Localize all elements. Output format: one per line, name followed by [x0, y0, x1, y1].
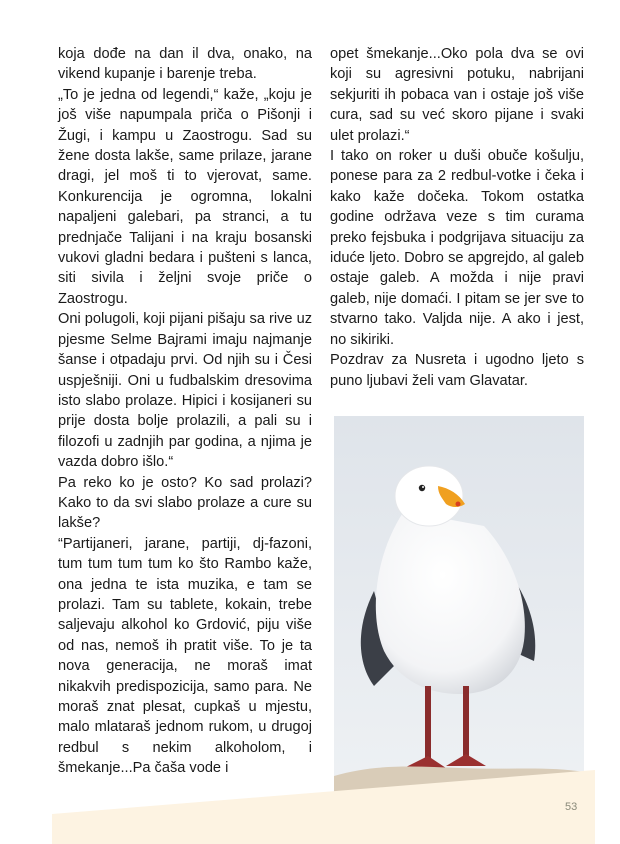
footer-band	[0, 760, 620, 844]
paragraph: Pozdrav za Nusreta i ugodno ljeto s puno ljubavi želi vam Glavatar.	[330, 352, 584, 389]
paragraph: Oni polugoli, koji pijani pišaju sa rive uz pjesme Selme Bajrami imaju najmanje šanse i otpadaju prvi. Od njih su i Česi uspješniji. Oni u fudbalskim dresovima isto slabo prolaze. Hipici i kosijaneri su prije dosta bolje prolazili, a pali su i filozofi u zadnjih par godina, a njima je vazda dobro išlo.“	[58, 311, 312, 471]
footer-cream-shape	[52, 770, 595, 844]
paragraph: “Partijaneri, jarane, partiji, dj-fazoni, tum tum tum tum ko što Rambo kaže, ona jedna te ista muzika, e tam se prolazi. Tam su tablete, kokain, trebe saljevaju alkohol ko Grdović, piju više od nas, nemoš ih pratit više. To je ta nova generacija, ne moraš imat nikakvih predispozicija, samo para. Ne moraš znat plesat, cupkaš u mjestu, malo mlataraš jednom rukom, u drugoj redbul s nekim alkoholom, i šmekanje...Pa čaša vode i	[58, 535, 312, 777]
paragraph: I tako on roker u duši obuče košulju, ponese para za 2 redbul-votke i čeka i kako kaže dočeka. Tokom ostatka godine održava veze s tim curama preko fejsbuka i podgrijava situaciju za iduće ljeto. Dobro se apgrejdo, al galeb ostaje galeb. A možda i nije pravi galeb, nije domaći. I pitam se jer sve to stvarno tako. Valjda nije. A ako i jest, no sikiriki.	[330, 148, 584, 348]
seagull-photo	[334, 416, 584, 796]
seagull-illustration	[334, 416, 584, 796]
article-column-right	[330, 44, 584, 391]
gull-eye	[419, 485, 425, 491]
right-leg	[463, 686, 469, 764]
page-number: 53	[565, 801, 578, 813]
paragraph: Pa reko ko je osto? Ko sad prolazi? Kako to da svi slabo prolaze a cure su lakše?	[58, 474, 312, 532]
paragraph: opet šmekanje...Oko pola dva se ovi koji su agresivni potuku, nabrijani sekjuriti ih pobaca van i ostaje još više cura, sad su već skoro pijane i svaki ulet prolazi.“	[330, 46, 584, 144]
article-column-left	[58, 44, 312, 779]
left-leg	[425, 686, 431, 766]
paragraph: „To je jedna od legendi,“ kaže, „koju je još više napumpala priča o Pišonji i Žugi, i kampu u Zaostrogu. Sad su žene dosta lakše, same prilaze, jarane dragi, jel moš ti to vjerovat, same. Konkurencija je ogromna, lokalni napaljeni galebari, pa stranci, a tu prednjače Talijani i na kraju bosanski vukovi gladni bedara i pušteni s lanca, siti sivila i željni svoje priče o Zaostrogu.	[58, 86, 312, 307]
paragraph: koja dođe na dan il dva, onako, na vikend kupanje i barenje treba.	[58, 46, 312, 83]
